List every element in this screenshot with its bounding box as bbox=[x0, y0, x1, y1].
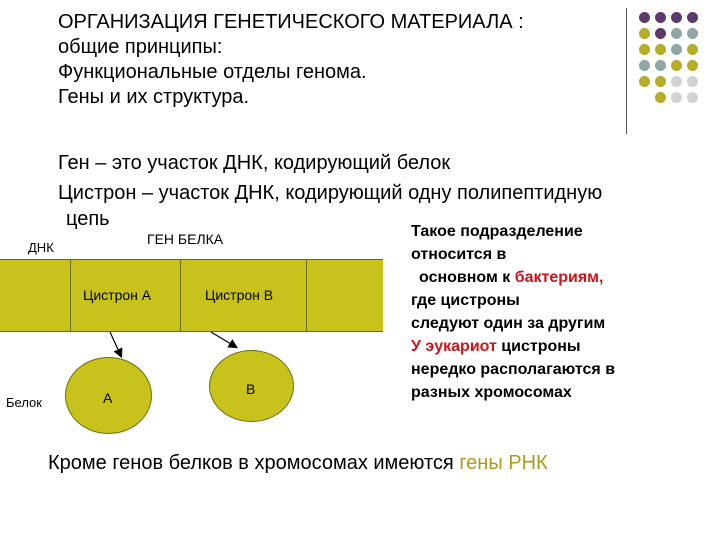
cistron-b-label: Цистрон В bbox=[205, 287, 274, 303]
page-title-line-4: Гены и их структура. bbox=[58, 86, 250, 108]
protein-label: Белок bbox=[6, 395, 42, 410]
note-bacteria-highlight: бактериям, bbox=[514, 269, 604, 286]
note-line-3 bbox=[411, 266, 711, 289]
gene-label: ГЕН БЕЛКА bbox=[147, 231, 224, 247]
note-line-6-suffix: цистроны bbox=[496, 338, 581, 355]
protein-a-circle bbox=[65, 357, 152, 434]
page-title-line-2: общие принципы: bbox=[58, 36, 223, 58]
note-line-7: нередко располагаются в bbox=[411, 361, 616, 378]
note-line-2: относится в bbox=[411, 246, 507, 263]
arrow-to-protein-a bbox=[110, 332, 121, 356]
note-line-8: разных хромосомах bbox=[411, 384, 572, 401]
cistron-a-label: Цистрон А bbox=[83, 287, 152, 303]
cistron-definition: Цистрон – участок ДНК, кодирующий одну полипептидную bbox=[58, 182, 603, 204]
gene-definition: Ген – это участок ДНК, кодирующий белок bbox=[58, 152, 451, 174]
explanatory-note bbox=[411, 220, 711, 404]
note-line-3-prefix: основном к bbox=[419, 269, 515, 286]
cistron-definition-cont: цепь bbox=[66, 208, 110, 230]
note-line-5: следуют один за другим bbox=[411, 315, 606, 332]
rna-genes-highlight: гены РНК bbox=[459, 452, 548, 474]
note-line-6 bbox=[411, 335, 711, 358]
bottom-statement-prefix: Кроме генов белков в хромосомах имеются bbox=[48, 452, 460, 474]
arrow-to-protein-b bbox=[211, 332, 236, 347]
note-eukaryote-highlight: У эукариот bbox=[411, 338, 497, 355]
protein-b-label: В bbox=[246, 381, 256, 397]
note-line-1: Такое подразделение bbox=[411, 223, 583, 240]
bottom-statement bbox=[48, 452, 548, 475]
protein-b-circle bbox=[209, 350, 294, 422]
page-title-line-3: Функциональные отделы генома. bbox=[58, 61, 367, 83]
note-line-4: где цистроны bbox=[411, 292, 520, 309]
protein-a-label: А bbox=[103, 390, 113, 406]
dna-label: ДНК bbox=[28, 240, 54, 255]
page-title-line-1: ОРГАНИЗАЦИЯ ГЕНЕТИЧЕСКОГО МАТЕРИАЛА : bbox=[58, 11, 524, 33]
